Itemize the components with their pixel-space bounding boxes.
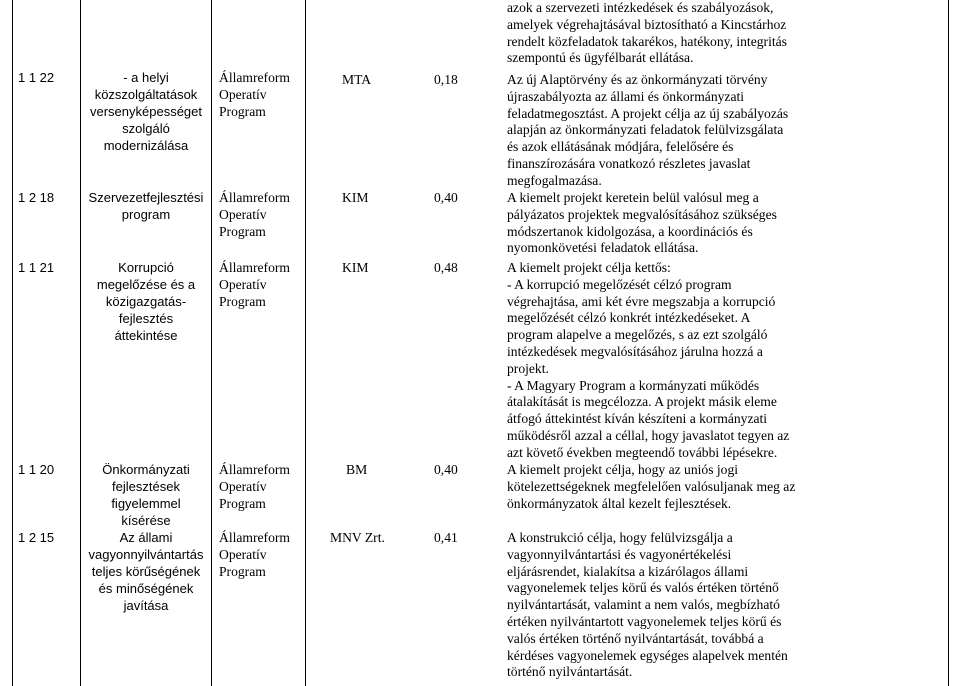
- row-4-owner: BM: [346, 462, 368, 477]
- name-line: kísérése: [121, 512, 171, 528]
- description-line: vagyonelemek teljes körű és valós értéken történő: [507, 580, 779, 596]
- program-line: Operatív: [219, 86, 267, 102]
- name-line: fejlesztések: [112, 478, 180, 494]
- description-line: azok a szervezeti intézkedések és szabályozások,: [507, 0, 774, 15]
- program-line: Operatív: [219, 276, 267, 292]
- row-2-description: [507, 190, 947, 257]
- row-5-program: [219, 530, 303, 580]
- description-line: projekt.: [507, 360, 549, 376]
- row-3-program: [219, 260, 303, 310]
- name-line: vagyonnyilvántartás: [88, 546, 204, 562]
- description-line: átfogó áttekintést kíván készíteni a kormányzati: [507, 411, 768, 427]
- row-3-code: 1 1 21: [18, 260, 55, 275]
- description-line: működésről azzal a céllal, hogy javaslatot tegyen az: [507, 427, 790, 443]
- name-line: megelőzése és a: [96, 276, 196, 292]
- description-line: feladatmegosztást. A projekt célja az új szabályozás: [507, 105, 789, 121]
- table-border-right: [948, 0, 949, 686]
- description-line: eljárásrendet, kialakítsa a kizárólagos állami: [507, 563, 749, 579]
- program-line: Operatív: [219, 206, 267, 222]
- name-line: versenyképességet: [89, 103, 202, 119]
- name-line: szolgáló: [122, 120, 170, 136]
- description-line: A konstrukció célja, hogy felülvizsgálja a: [507, 530, 733, 545]
- name-line: javítása: [123, 597, 169, 613]
- name-line: figyelemmel: [111, 495, 181, 511]
- name-line: közigazgatás-: [105, 293, 187, 309]
- description-line: megelőzését célzó konkrét intézkedéseket. A: [507, 310, 751, 326]
- name-line: Korrupció: [118, 260, 174, 275]
- row-2-program: [219, 190, 303, 240]
- description-line: nyomonkövetési feladatok ellátása.: [507, 240, 699, 256]
- program-line: Államreform: [219, 462, 290, 477]
- description-line: azt követő években megteendő további lépésekre.: [507, 444, 778, 460]
- row-2-code: 1 2 18: [18, 190, 55, 205]
- name-line: és minőségének: [98, 580, 194, 596]
- column-divider-name: [80, 0, 81, 686]
- description-line: szempontú és ügyfélbarát ellátása.: [507, 50, 694, 66]
- description-line: történő nyilvántartását.: [507, 664, 633, 680]
- description-line: finanszírozására vonatkozó részletes javaslat: [507, 155, 751, 171]
- description-line: A kiemelt projekt célja, hogy az uniós jogi: [507, 462, 739, 477]
- name-line: Az állami: [119, 530, 173, 545]
- description-line: kérdéses vagyonelemek egységes alapelvek mentén: [507, 647, 788, 663]
- name-line: áttekintése: [114, 327, 178, 343]
- description-line: megfogalmazása.: [507, 172, 602, 188]
- row-3-owner: KIM: [342, 260, 369, 275]
- description-line: program alapelve a megelőzés, s az ezt szolgáló: [507, 327, 768, 343]
- table-border-left: [12, 0, 13, 686]
- description-line: értéken nyilvántartott vagyonelemek teljes körű és: [507, 613, 782, 629]
- row-4-amount: 0,40: [434, 462, 458, 477]
- row-5-description: [507, 530, 947, 681]
- row-5-owner: MNV Zrt.: [330, 530, 385, 545]
- row-2-owner: KIM: [342, 190, 369, 205]
- row-4-program: [219, 462, 303, 512]
- row-5-name: [82, 530, 210, 615]
- row-0-description: [507, 0, 947, 67]
- name-line: teljes körűségének: [91, 563, 201, 579]
- program-line: Államreform: [219, 70, 290, 85]
- row-4-name: [82, 462, 210, 530]
- row-3-amount: 0,48: [434, 260, 458, 275]
- description-line: intézkedések megvalósításához járulna hozzá a: [507, 343, 763, 359]
- description-line: vagyonnyilvántartási és vagyonértékelési: [507, 546, 732, 562]
- description-line: önkormányzatok által kezelt fejlesztések.: [507, 495, 732, 511]
- program-line: Program: [219, 103, 266, 119]
- row-1-name: [82, 70, 210, 155]
- description-line: alapján az önkormányzati feladatok felülvizsgálata: [507, 122, 784, 138]
- row-2-amount: 0,40: [434, 190, 458, 205]
- description-line: rendelt közfeladatok takarékos, hatékony, integritás: [507, 33, 787, 49]
- name-line: közszolgáltatások: [94, 86, 198, 102]
- name-line: fejlesztés: [118, 310, 174, 326]
- description-line: nyilvántartását, valamint a nem valós, megbízható: [507, 597, 780, 613]
- row-4-code: 1 1 20: [18, 462, 55, 477]
- name-line: - a helyi: [123, 70, 169, 85]
- name-line: program: [121, 206, 171, 222]
- column-divider-program: [211, 0, 212, 686]
- description-line: módszertanok kidolgozása, a koordinációs és: [507, 223, 753, 239]
- program-line: Operatív: [219, 546, 267, 562]
- row-4-description: [507, 462, 947, 512]
- name-line: Szervezetfejlesztési: [88, 190, 204, 205]
- program-line: Program: [219, 223, 266, 239]
- row-3-name: [82, 260, 210, 345]
- name-line: modernizálása: [103, 137, 189, 153]
- description-line: A kiemelt projekt keretein belül valósul meg a: [507, 190, 759, 205]
- column-divider-details: [305, 0, 306, 686]
- program-line: Program: [219, 563, 266, 579]
- row-3-description: [507, 260, 947, 462]
- row-1-owner: MTA: [342, 72, 372, 87]
- description-line: átalakítását is megcélozza. A projekt másik eleme: [507, 394, 777, 410]
- description-line: - A Magyary Program a kormányzati működés: [507, 377, 760, 393]
- description-line: Az új Alaptörvény és az önkormányzati törvény: [507, 72, 768, 87]
- program-line: Program: [219, 293, 266, 309]
- program-line: Operatív: [219, 478, 267, 494]
- row-2-name: [82, 190, 210, 224]
- program-line: Államreform: [219, 260, 290, 275]
- description-line: pályázatos projektek megvalósításához szükséges: [507, 206, 777, 222]
- row-1-amount: 0,18: [434, 72, 458, 87]
- name-line: Önkormányzati: [102, 462, 190, 477]
- program-line: Államreform: [219, 530, 290, 545]
- row-5-amount: 0,41: [434, 530, 458, 545]
- description-line: végrehajtása, ami két évre megszabja a korrupció: [507, 293, 776, 309]
- row-1-code: 1 1 22: [18, 70, 55, 85]
- row-1-program: [219, 70, 303, 120]
- row-5-code: 1 2 15: [18, 530, 55, 545]
- program-line: Államreform: [219, 190, 290, 205]
- description-line: kötelezettségeknek megfelelően valósuljanak meg az: [507, 478, 796, 494]
- row-1-description: [507, 72, 947, 190]
- description-line: A kiemelt projekt célja kettős:: [507, 260, 671, 275]
- description-line: újraszabályozta az állami és önkormányzati: [507, 88, 745, 104]
- description-line: - A korrupció megelőzését célzó program: [507, 276, 732, 292]
- description-line: valós értéken történő nyilvántartását, továbbá a: [507, 630, 764, 646]
- description-line: amelyek végrehajtásával biztosítható a Kincstárhoz: [507, 16, 787, 32]
- program-line: Program: [219, 495, 266, 511]
- description-line: és azok ellátásának módjára, felelősére és: [507, 139, 734, 155]
